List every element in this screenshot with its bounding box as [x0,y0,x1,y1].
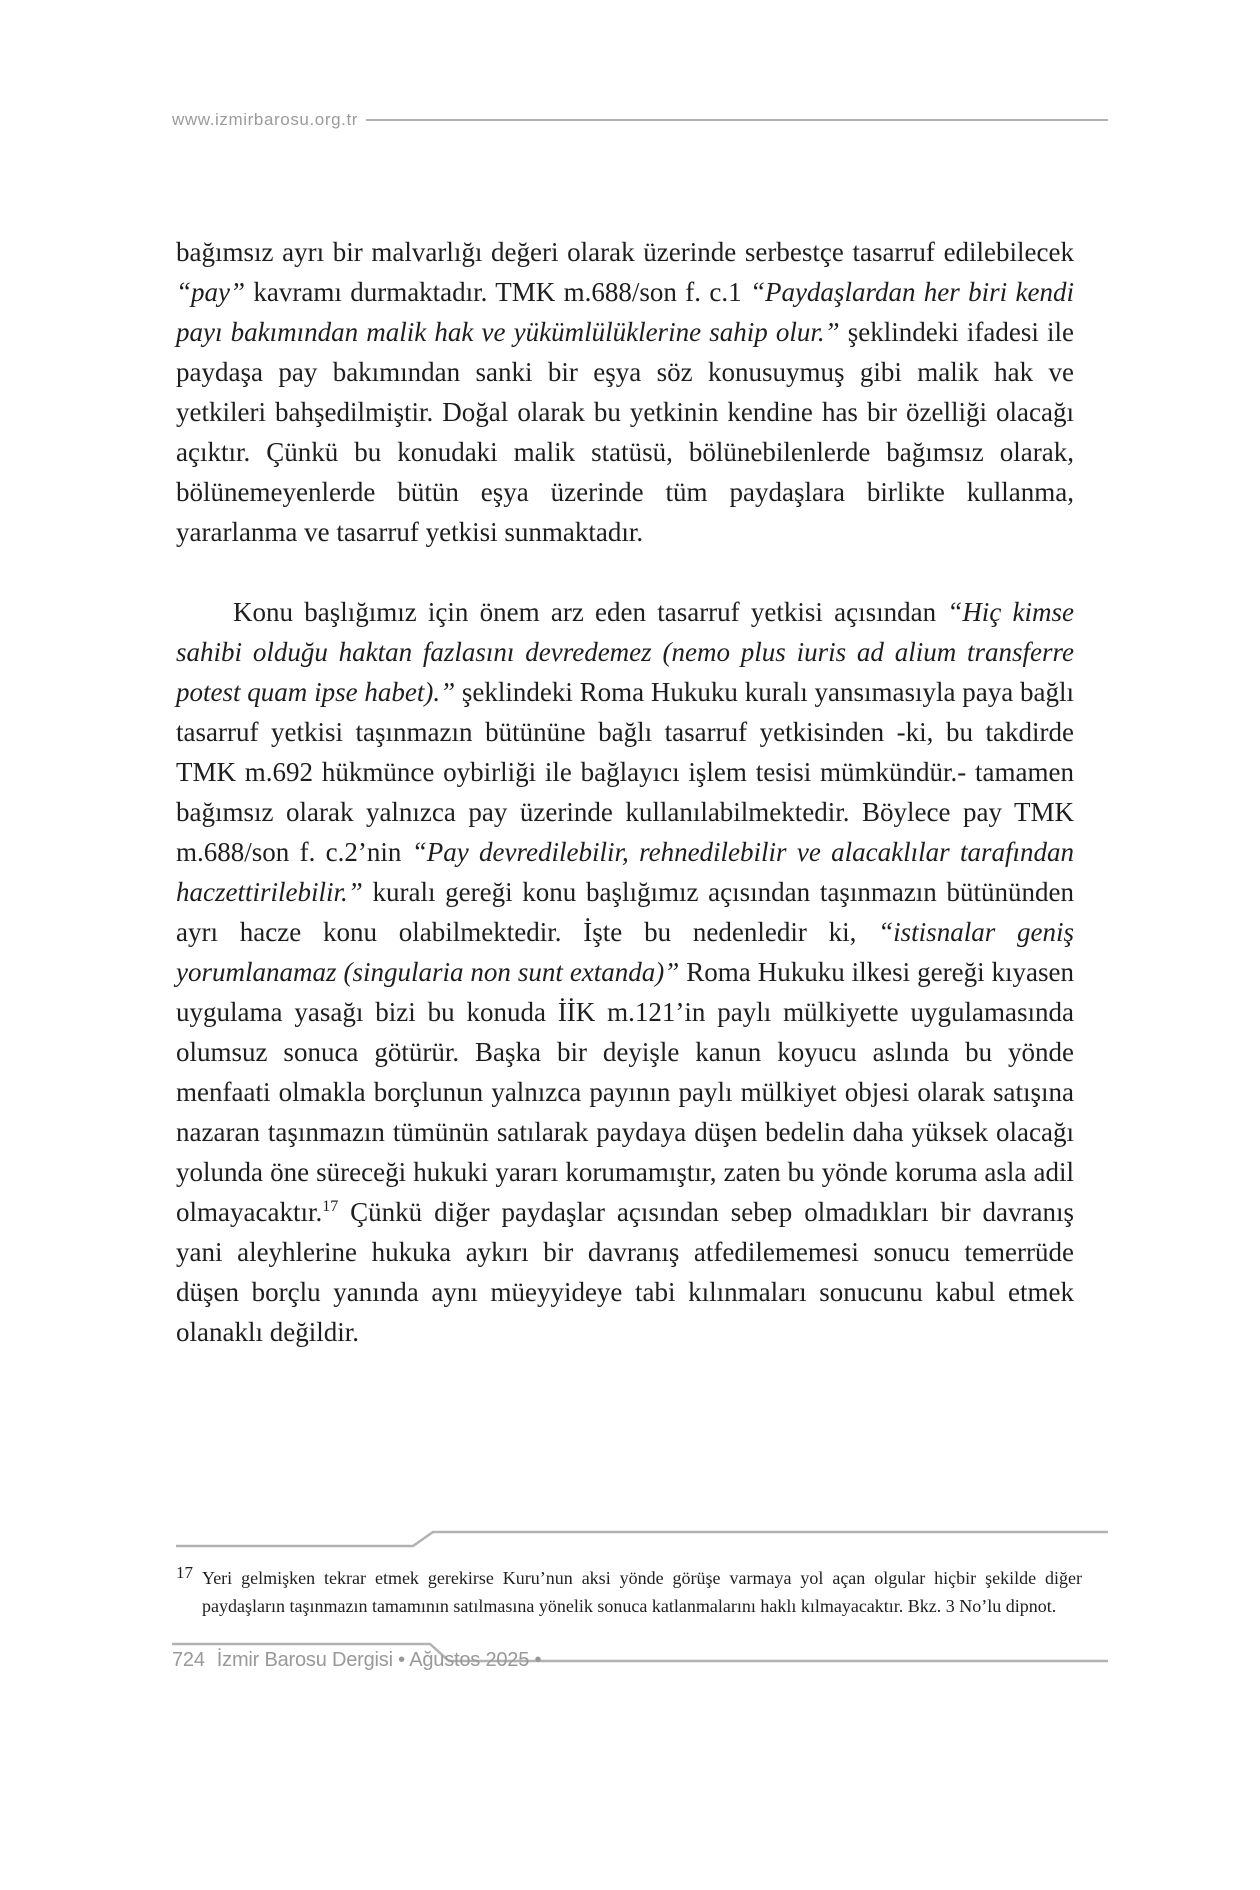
italic-quote: “pay” [176,277,246,307]
footnote-divider [176,1524,1108,1552]
paragraph [176,592,1074,1352]
page-header [172,110,1108,130]
text-run: kavramı durmaktadır. TMK m.688/son f. c.1 [245,277,750,307]
text-run: kuralı gereği konu başlığımız açısından taşınmazın bütününden ayrı hacze konu olabilmektedir. İşte bu nedenledir ki, [176,877,1074,947]
website-url: www.izmirbarosu.org.tr [172,110,359,129]
page-footer [172,1638,1108,1684]
text-run: şeklindeki ifadesi ile paydaşa pay bakımından sanki bir eşya söz konusuymuş gibi malik hak ve yetkileri bahşedilmiştir. Doğal olarak bu yetkinin kendine has bir özelliği olacağı açıktır. Çünkü bu konudaki malik statüsü, bölünebilenlerde bağımsız olarak, bölünemeyenlerde bütün eşya üzerinde tüm paydaşlara birlikte kullanma, yararlanma ve tasarruf yetkisi sunmaktadır. [176,317,1075,547]
header-rule-line [366,119,1108,121]
footnote-text: Yeri gelmişken tekrar etmek gerekirse Kuru’nun aksi yönde görüşe varmaya yol açan olgular hiçbir şekilde diğer paydaşların taşınmazın tamamının satılmasına yönelik sonuca katlanmalarını haklı kılmayacaktır. Bkz. 3 No’lu dipnot. [202,1568,1082,1616]
text-run: Roma Hukuku ilkesi gereği kıyasen uygulama yasağı bizi bu konuda İİK m.121’in paylı mülkiyette uygulamasında olumsuz sonuca götürür. Başka bir deyişle kanun koyucu aslında bu yönde menfaati olmakla borçlunun yalnızca payının paylı mülkiyet objesi olarak satışına nazaran taşınmazın tümünün satılarak paydaya düşen bedelin daha yüksek olacağı yolunda öne süreceği hukuki yararı korumamıştır, zaten bu yönde koruma asla adil olmayacaktır. [176,957,1074,1227]
footnote-number: 17 [176,1563,193,1582]
footer-text [172,1649,541,1672]
text-run: Konu başlığımız için önem arz eden tasarruf yetkisi açısından [233,597,948,627]
footnote-item [176,1564,1108,1620]
text-run: bağımsız ayrı bir malvarlığı değeri olarak üzerinde serbestçe tasarruf edilebilecek [176,237,1074,267]
italic-quote: “Pay devredilebilir, rehnedilebilir ve alacaklılar tarafından haczettirilebilir.” [176,837,1074,907]
paragraph [176,232,1074,552]
footnote-section [176,1524,1108,1620]
journal-title-line: İzmir Barosu Dergisi • Ağustos 2025 • [216,1649,542,1671]
footnote-reference: 17 [322,1198,339,1215]
footnote-list [176,1564,1108,1620]
text-run: şeklindeki Roma Hukuku kuralı yansımasıyla paya bağlı tasarruf yetkisi taşınmazın bütününe bağlı tasarruf yetkisinden -ki, bu takdirde TMK m.692 hükmünce oybirliği ile bağlayıcı işlem tesisi mümkündür.- tamamen bağımsız olarak yalnızca pay üzerinde kullanılabilmektedir. Böylece pay TMK m.688/son f. c.2’nin [176,677,1074,867]
italic-quote: “Hiç kimse sahibi olduğu haktan fazlasını devredemez (nemo plus iuris ad alium transferre potest quam ipse habet).” [176,597,1074,707]
page-number: 724 [172,1649,205,1671]
italic-quote: “istisnalar geniş yorumlanamaz (singularia non sunt extanda)” [176,917,1074,987]
article-body [176,232,1074,1352]
italic-quote: “Paydaşlardan her biri kendi payı bakımından malik hak ve yükümlülüklerine sahip olur.” [176,277,1074,347]
text-run: Çünkü diğer paydaşlar açısından sebep olmadıkları bir davranış yani aleyhlerine hukuka aykırı bir davranış atfedilememesi sonucu temerrüde düşen borçlu yanında aynı müeyyideye tabi kılınmaları sonucunu kabul etmek olanaklı değildir. [176,1197,1074,1347]
